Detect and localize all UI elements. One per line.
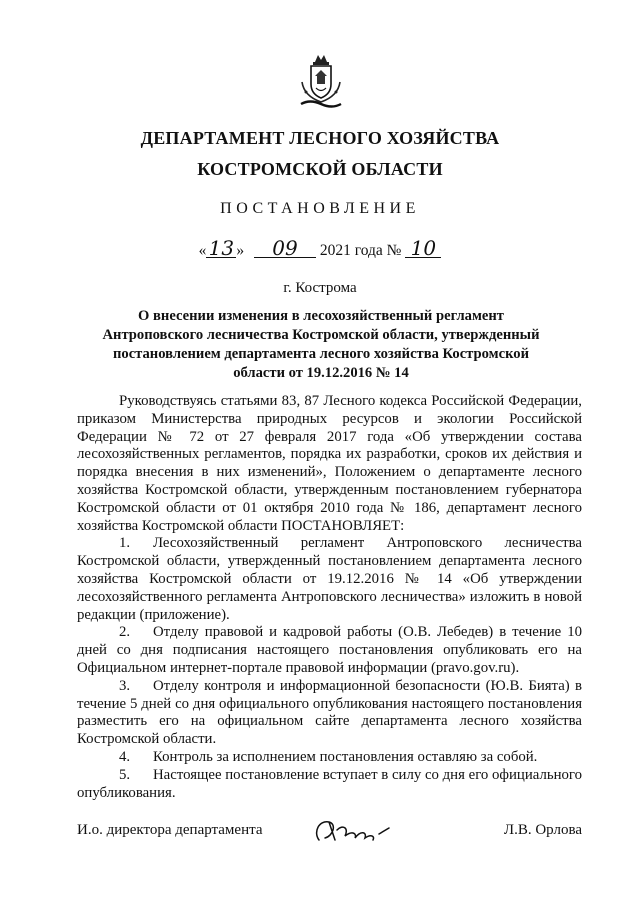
item-number: 1.: [119, 535, 131, 552]
organization-name-line2: КОСТРОМСКОЙ ОБЛАСТИ: [197, 159, 443, 179]
preamble-paragraph: Руководствуясь статьями 83, 87 Лесного кодекса Российской Федерации, приказом Министерства природных ресурсов и экологии Российской Федерации № 72 от 27 февраля 2017 года «Об утверждении состава лесохозяйственных регламентов, порядка их разработки, сроков их действия и порядка внесения в них изменений», Положением о департаменте лесного хозяйства Костромской области, утвержденным постановлением губернатора Костромской области от 01 октября 2010 года № 186, департамент лесного хозяйства Костромской области ПОСТАНОВЛЯЕТ:: [77, 393, 582, 534]
handwritten-signature: [309, 810, 405, 850]
item-text: Настоящее постановление вступает в силу со дня его официального опубликования.: [77, 766, 582, 801]
document-subject: О внесении изменения в лесохозяйственный регламент Антроповского лесничества Костромской области, утвержденный постановлением департамента лесного хозяйства Костромской области от 19.12.2016 № 14: [102, 308, 540, 381]
date-day: 13: [206, 239, 236, 258]
city: г. Кострома: [283, 280, 357, 296]
document-body: [77, 393, 582, 802]
item-number: 5.: [119, 766, 131, 783]
item-number: 3.: [119, 677, 131, 694]
organization-name-line1: ДЕПАРТАМЕНТ ЛЕСНОГО ХОЗЯЙСТВА: [140, 128, 500, 148]
document-number: 10: [405, 239, 441, 258]
signatory-position: И.о. директора департамента: [77, 822, 263, 838]
open-quote: «: [198, 242, 207, 259]
list-item: [77, 624, 582, 677]
date-month: 09: [254, 239, 316, 258]
list-item: [77, 767, 582, 803]
item-number: 4.: [119, 748, 131, 765]
list-item: [77, 535, 582, 624]
list-item: [77, 678, 582, 749]
item-number: 2.: [119, 624, 131, 641]
close-quote: »: [236, 242, 245, 259]
item-text: Лесохозяйственный регламент Антроповского лесничества Костромской области, утвержденный постановлением департамента лесного хозяйства Костромской области от 19.12.2016 № 14 «Об утверждении лесохозяйственного регламента Антроповского лесничества» изложить в новой редакции (приложение).: [77, 535, 582, 623]
document-type: ПОСТАНОВЛЕНИЕ: [220, 200, 420, 217]
item-text: Отделу правовой и кадровой работы (О.В. Лебедев) в течение 10 дней со дня подписания настоящего постановления опубликовать его на Официальном интернет-портале правовой информации (pravo.gov.ru).: [77, 624, 582, 676]
coat-of-arms-icon: [298, 52, 344, 110]
item-text: Контроль за исполнением постановления оставляю за собой.: [153, 748, 538, 765]
item-text: Отделу контроля и информационной безопасности (Ю.В. Бията) в течение 5 дней со дня официального опубликования настоящего постановления разместить его на официальном сайте департамента лесного хозяйства Костромской области.: [77, 677, 582, 748]
year-text: 2021 года №: [319, 242, 402, 259]
list-item: [77, 749, 582, 767]
signatory-name: Л.В. Орлова: [503, 822, 582, 838]
signature-block: [77, 822, 582, 852]
date-line: [0, 236, 640, 260]
